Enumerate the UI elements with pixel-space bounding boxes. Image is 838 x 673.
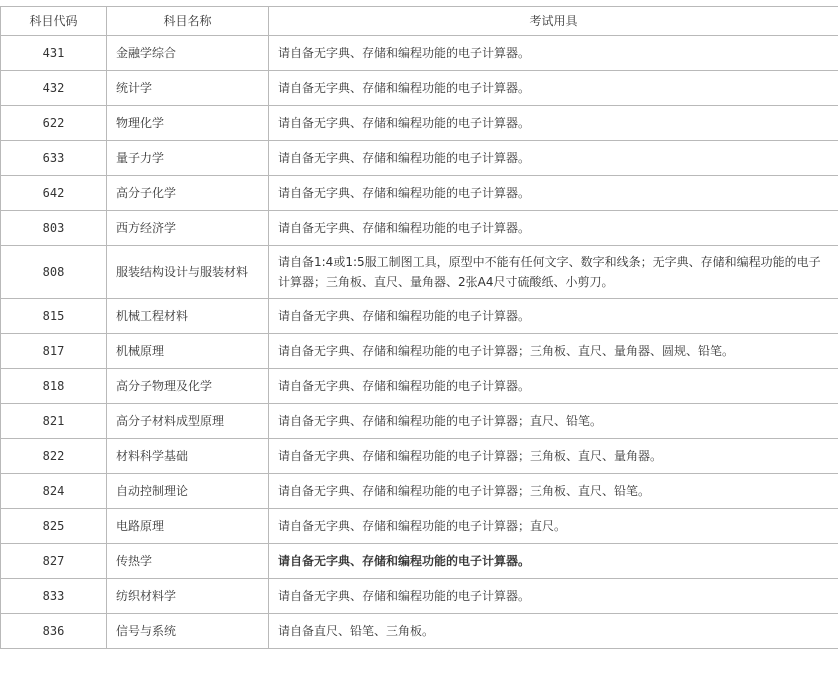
- exam-tools-cell: 请自备无字典、存储和编程功能的电子计算器。: [269, 176, 838, 211]
- subject-code-cell: 803: [1, 211, 107, 246]
- subject-name-cell: 金融学综合: [107, 36, 269, 71]
- subject-code-cell: 817: [1, 334, 107, 369]
- subject-code-cell: 432: [1, 71, 107, 106]
- exam-tools-cell: 请自备直尺、铅笔、三角板。: [269, 614, 838, 649]
- table-row: [1, 334, 838, 369]
- subject-code-cell: 824: [1, 474, 107, 509]
- table-row: [1, 439, 838, 474]
- header-subject-name: 科目名称: [107, 7, 269, 36]
- exam-tools-table-container: [0, 6, 838, 649]
- exam-tools-cell: 请自备无字典、存储和编程功能的电子计算器；三角板、直尺、量角器、圆规、铅笔。: [269, 334, 838, 369]
- table-row: [1, 36, 838, 71]
- subject-name-cell: 物理化学: [107, 106, 269, 141]
- exam-tools-cell: 请自备无字典、存储和编程功能的电子计算器。: [269, 299, 838, 334]
- table-row: [1, 474, 838, 509]
- exam-tools-cell: 请自备无字典、存储和编程功能的电子计算器；直尺、铅笔。: [269, 404, 838, 439]
- exam-tools-cell: 请自备无字典、存储和编程功能的电子计算器。: [269, 369, 838, 404]
- table-row: [1, 579, 838, 614]
- subject-name-cell: 服装结构设计与服装材料: [107, 246, 269, 299]
- exam-tools-cell: 请自备无字典、存储和编程功能的电子计算器。: [269, 36, 838, 71]
- exam-tools-cell: 请自备无字典、存储和编程功能的电子计算器。: [269, 71, 838, 106]
- exam-tools-cell: 请自备无字典、存储和编程功能的电子计算器；三角板、直尺、量角器。: [269, 439, 838, 474]
- table-row: [1, 71, 838, 106]
- subject-code-cell: 822: [1, 439, 107, 474]
- subject-code-cell: 808: [1, 246, 107, 299]
- table-row: [1, 369, 838, 404]
- exam-tools-cell: 请自备无字典、存储和编程功能的电子计算器。: [269, 211, 838, 246]
- table-row: [1, 299, 838, 334]
- table-row: [1, 509, 838, 544]
- exam-tools-cell: 请自备无字典、存储和编程功能的电子计算器。: [269, 579, 838, 614]
- subject-name-cell: 高分子化学: [107, 176, 269, 211]
- subject-name-cell: 机械工程材料: [107, 299, 269, 334]
- subject-name-cell: 电路原理: [107, 509, 269, 544]
- table-header-row: [1, 7, 838, 36]
- header-exam-tools: 考试用具: [269, 7, 838, 36]
- subject-name-cell: 统计学: [107, 71, 269, 106]
- exam-tools-cell: 请自备无字典、存储和编程功能的电子计算器；直尺。: [269, 509, 838, 544]
- subject-name-cell: 高分子物理及化学: [107, 369, 269, 404]
- table-row: [1, 404, 838, 439]
- exam-tools-cell: 请自备1:4或1:5服工制图工具，原型中不能有任何文字、数字和线条；无字典、存储和编程功能的电子计算器；三角板、直尺、量角器、2张A4尺寸硫酸纸、小剪刀。: [269, 246, 838, 299]
- table-row: [1, 141, 838, 176]
- subject-name-cell: 材料科学基础: [107, 439, 269, 474]
- subject-code-cell: 622: [1, 106, 107, 141]
- table-row: [1, 106, 838, 141]
- subject-name-cell: 机械原理: [107, 334, 269, 369]
- subject-code-cell: 836: [1, 614, 107, 649]
- table-row: [1, 544, 838, 579]
- subject-code-cell: 821: [1, 404, 107, 439]
- subject-code-cell: 431: [1, 36, 107, 71]
- table-row: [1, 176, 838, 211]
- exam-tools-cell: 请自备无字典、存储和编程功能的电子计算器。: [269, 106, 838, 141]
- subject-code-cell: 827: [1, 544, 107, 579]
- exam-tools-table: [0, 6, 838, 649]
- table-row: [1, 246, 838, 299]
- subject-name-cell: 自动控制理论: [107, 474, 269, 509]
- exam-tools-cell: 请自备无字典、存储和编程功能的电子计算器。: [269, 141, 838, 176]
- subject-name-cell: 高分子材料成型原理: [107, 404, 269, 439]
- subject-code-cell: 633: [1, 141, 107, 176]
- subject-code-cell: 815: [1, 299, 107, 334]
- exam-tools-cell: 请自备无字典、存储和编程功能的电子计算器。: [269, 544, 838, 579]
- subject-code-cell: 833: [1, 579, 107, 614]
- subject-name-cell: 量子力学: [107, 141, 269, 176]
- subject-name-cell: 传热学: [107, 544, 269, 579]
- header-subject-code: 科目代码: [1, 7, 107, 36]
- subject-code-cell: 825: [1, 509, 107, 544]
- subject-code-cell: 642: [1, 176, 107, 211]
- table-row: [1, 614, 838, 649]
- table-row: [1, 211, 838, 246]
- subject-name-cell: 纺织材料学: [107, 579, 269, 614]
- exam-tools-cell: 请自备无字典、存储和编程功能的电子计算器；三角板、直尺、铅笔。: [269, 474, 838, 509]
- subject-name-cell: 信号与系统: [107, 614, 269, 649]
- subject-code-cell: 818: [1, 369, 107, 404]
- subject-name-cell: 西方经济学: [107, 211, 269, 246]
